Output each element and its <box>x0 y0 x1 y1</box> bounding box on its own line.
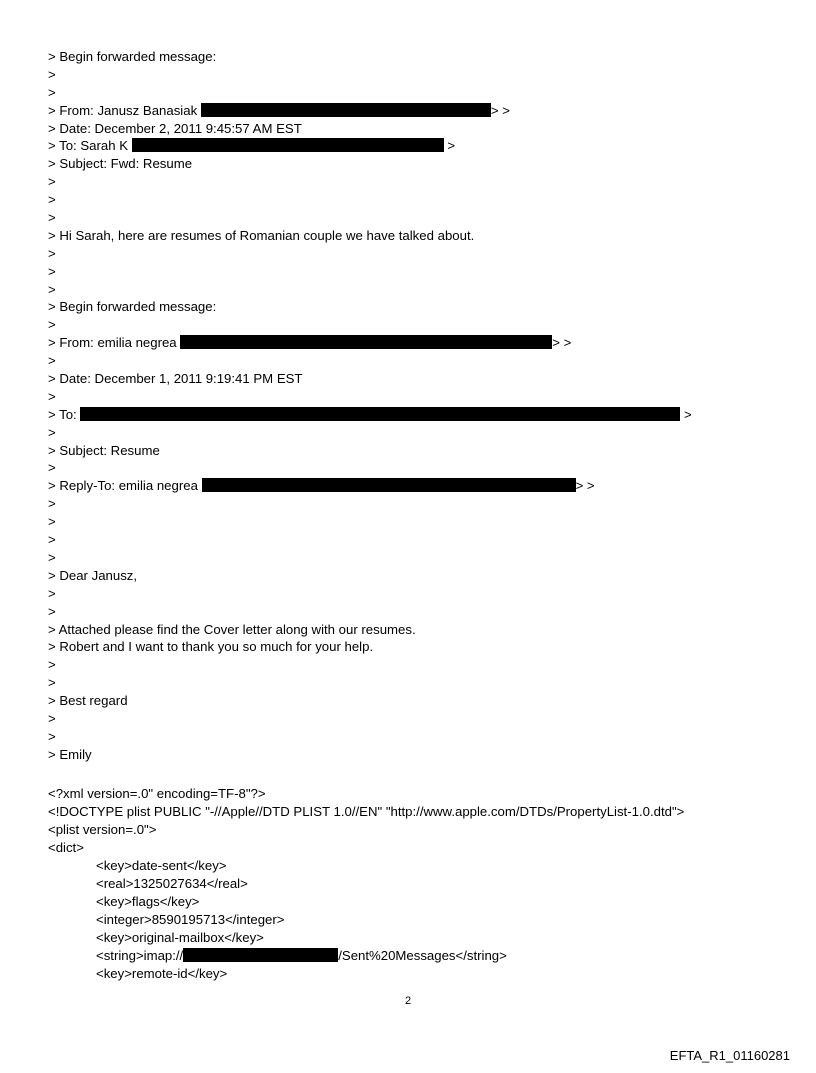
email-line: > <box>48 388 56 404</box>
email-line: > <box>48 532 56 548</box>
email-line: > Reply-To: emilia negrea > > <box>48 478 595 494</box>
redaction-bar <box>132 138 444 152</box>
email-line: > <box>48 496 56 512</box>
email-line: > <box>48 675 56 691</box>
plist-line: <key>date-sent</key> <box>96 858 227 873</box>
email-line: > Dear Janusz, <box>48 567 138 583</box>
email-line: > Date: December 1, 2011 9:19:41 PM EST <box>48 371 303 387</box>
plist-line: <key>flags</key> <box>96 894 200 909</box>
email-line: > <box>48 657 56 673</box>
email-line: > <box>48 245 56 261</box>
email-line: > <box>48 210 56 226</box>
email-line: > <box>48 281 56 297</box>
email-line: > <box>48 603 56 619</box>
email-line: > From: emilia negrea > > <box>48 335 572 351</box>
email-line: > <box>48 728 56 744</box>
email-line: > Date: December 2, 2011 9:45:57 AM EST <box>48 120 302 136</box>
email-line: > Best regard <box>48 693 128 709</box>
redaction-bar <box>202 478 576 492</box>
page-number: 2 <box>404 995 412 1007</box>
email-line: > From: Janusz Banasiak > > <box>48 102 510 118</box>
email-line: > Subject: Resume <box>48 442 160 458</box>
plist-line: <dict> <box>48 840 84 855</box>
redaction-bar <box>183 948 338 962</box>
email-line: > Subject: Fwd: Resume <box>48 156 193 172</box>
email-line: > Attached please find the Cover letter along with our resumes. <box>48 621 416 637</box>
email-line: > <box>48 549 56 565</box>
plist-line: <string>imap:// /Sent%20Messages</string> <box>96 948 507 963</box>
email-line: > <box>48 424 56 440</box>
email-line: > <box>48 317 56 333</box>
plist-line: <integer>8590195713</integer> <box>96 912 285 927</box>
email-line: > Robert and I want to thank you so much for your help. <box>48 639 374 655</box>
email-line: > <box>48 192 56 208</box>
document-id: EFTA_R1_01160281 <box>669 1048 790 1063</box>
plist-metadata <box>48 785 788 983</box>
email-line: > <box>48 263 56 279</box>
email-line: > <box>48 353 56 369</box>
email-line: > Begin forwarded message: <box>48 299 217 315</box>
email-line: > <box>48 174 56 190</box>
email-line: > <box>48 66 56 82</box>
email-line: > To: > <box>48 406 692 422</box>
email-line: > Begin forwarded message: <box>48 49 217 64</box>
email-line: > <box>48 514 56 530</box>
email-body <box>48 48 788 764</box>
plist-line: <key>remote-id</key> <box>96 966 228 981</box>
email-line: > Hi Sarah, here are resumes of Romanian couple we have talked about. <box>48 227 475 243</box>
email-line: > <box>48 710 56 726</box>
email-line: > Emily <box>48 746 92 762</box>
redaction-bar <box>201 103 491 117</box>
redaction-bar <box>180 335 552 349</box>
plist-line: <key>original-mailbox</key> <box>96 930 264 945</box>
email-line: > To: Sarah K > <box>48 138 456 154</box>
redaction-bar <box>80 407 680 421</box>
email-line: > <box>48 84 56 100</box>
plist-line: <plist version=.0"> <box>48 822 157 837</box>
plist-line: <!DOCTYPE plist PUBLIC "-//Apple//DTD PLIST 1.0//EN" "http://www.apple.com/DTDs/PropertyList-1.0.dtd"> <box>48 804 685 819</box>
plist-line: <real>1325027634</real> <box>96 876 248 891</box>
email-line: > <box>48 585 56 601</box>
email-line: > <box>48 460 56 476</box>
plist-line: <?xml version=.0" encoding=TF-8"?> <box>48 786 266 801</box>
